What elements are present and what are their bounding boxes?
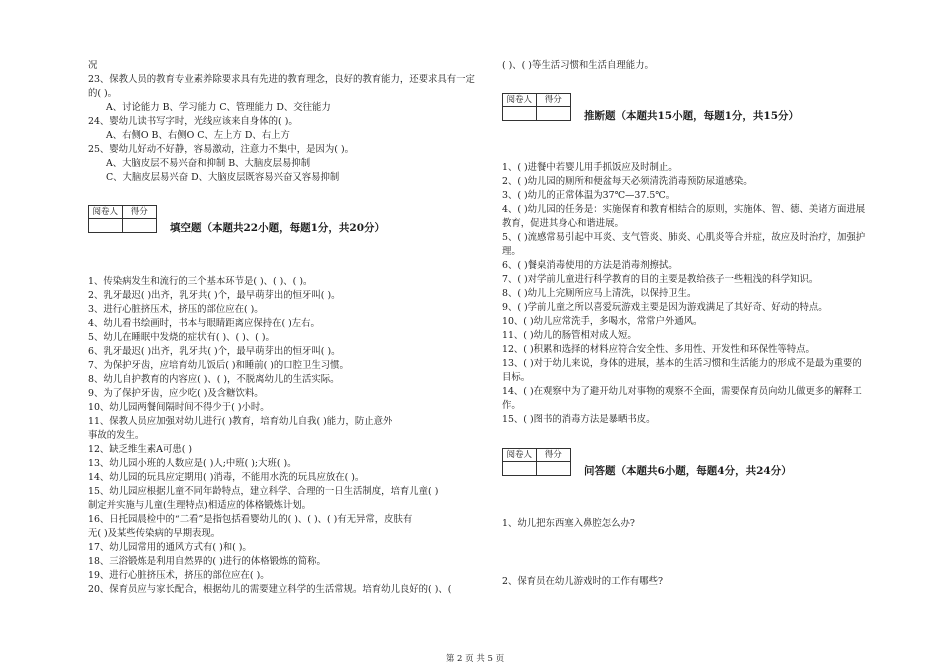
judge-line: 8、( )幼儿上完厕所应马上清洗，以保持卫生。 bbox=[502, 288, 697, 299]
score-box-fill bbox=[88, 205, 157, 233]
qa-section-title: 问答题（本题共6小题，每题4分，共24分） bbox=[584, 465, 792, 477]
score-cell bbox=[537, 107, 571, 120]
reviewer-label: 阅卷人 bbox=[503, 94, 537, 107]
judge-line: 6、( )餐桌消毒使用的方法是消毒剂擦拭。 bbox=[502, 260, 678, 271]
text-line: 况 bbox=[88, 60, 98, 71]
reviewer-cell bbox=[503, 462, 537, 475]
fill-line: 2、乳牙最迟( )出齐，乳牙共( )个，最早萌芽出的恒牙叫( )。 bbox=[88, 290, 341, 301]
fill-line: 事故的发生。 bbox=[88, 430, 145, 441]
fill-line: 7、为保护牙齿，应培育幼儿饭后( )和睡前( )的口腔卫生习惯。 bbox=[88, 360, 349, 371]
judge-line: 1、( )进餐中若婴儿用手抓饭应及时制止。 bbox=[502, 162, 678, 173]
score-cell bbox=[123, 219, 157, 232]
judge-line: 3、( )幼儿的正常体温为37℃—37.5℃。 bbox=[502, 190, 676, 201]
fill-line: 3、进行心脏挤压术，挤压的部位应在( )。 bbox=[88, 304, 264, 315]
fill-line: 17、幼儿园常用的通风方式有( )和( )。 bbox=[88, 542, 252, 553]
judge-line: 12、( )积累和选择的材料应符合安全性、多用性、开发性和环保性等特点。 bbox=[502, 344, 815, 355]
judge-section-title: 推断题（本题共15小题，每题1分，共15分） bbox=[584, 110, 800, 122]
reviewer-label: 阅卷人 bbox=[89, 206, 123, 219]
judge-line: 13、( )对于幼儿来说，身体的进展，基本的生活习惯和生活能力的形成不是最为重要的 bbox=[502, 358, 862, 369]
judge-line: 14、( )在观察中为了避开幼儿对事物的观察不全面，需要保育员向幼儿做更多的解释工 bbox=[502, 386, 862, 397]
reviewer-label: 阅卷人 bbox=[503, 449, 537, 462]
score-box-qa bbox=[502, 448, 571, 476]
options-24: A、右侧O B、右侧O C、左上方 D、右上方 bbox=[106, 130, 290, 141]
fill-line: 制定并实施与儿童(生理特点)相适应的体格锻炼计划。 bbox=[88, 500, 311, 511]
fill-line: 14、幼儿园的玩具应定期用( )消毒，不能用水洗的玩具应放在( )。 bbox=[88, 472, 365, 483]
reviewer-cell bbox=[503, 107, 537, 120]
options-23: A、讨论能力 B、学习能力 C、管理能力 D、交往能力 bbox=[106, 102, 331, 113]
score-cell bbox=[537, 462, 571, 475]
fill-line: 19、进行心脏挤压术，挤压的部位应在( )。 bbox=[88, 570, 270, 581]
judge-line: 11、( )幼儿的肠管相对成人短。 bbox=[502, 330, 637, 341]
fill-line: 15、幼儿园应根据儿童不同年龄特点，建立科学、合理的一日生活制度，培育儿童( ) bbox=[88, 486, 439, 497]
fill-line: 9、为了保护牙齿，应少吃( )及含糖饮料。 bbox=[88, 388, 264, 399]
page-footer: 第 2 页 共 5 页 bbox=[445, 654, 505, 664]
options-25-cd: C、大脑皮层易兴奋 D、大脑皮层既容易兴奋又容易抑制 bbox=[106, 172, 340, 183]
fill-line: 12、缺乏维生素A可患( ) bbox=[88, 444, 192, 455]
fill-line: 8、幼儿自护教育的内容应( )、( )，不脱离幼儿的生活实际。 bbox=[88, 374, 340, 385]
judge-line: 10、( )幼儿应常洗手，多喝水，常常户外通风。 bbox=[502, 316, 703, 327]
judge-line: 5、( )流感常易引起中耳炎、支气管炎、肺炎、心肌炎等合并症，故应及时治疗，加强护 bbox=[502, 232, 866, 243]
judge-line: 15、( )图书的消毒方法是暴晒书皮。 bbox=[502, 414, 656, 425]
question-23: 23、保教人员的教育专业素养除要求具有先进的教育理念，良好的教育能力，还要求具有一定 bbox=[88, 74, 475, 85]
fill-line: 5、幼儿在睡眠中发烧的症状有( )、( )、( )。 bbox=[88, 332, 275, 343]
fill-line: 4、幼儿看书绘画时，书本与眼睛距离应保持在( )左右。 bbox=[88, 318, 320, 329]
fill-line: 1、传染病发生和流行的三个基本环节是( )、( )、( )。 bbox=[88, 276, 313, 287]
judge-line: 2、( )幼儿园的厕所和便盆每天必须清洗消毒预防尿道感染。 bbox=[502, 176, 753, 187]
judge-line: 7、( )对学前儿童进行科学教育的目的主要是教给孩子一些粗浅的科学知识。 bbox=[502, 274, 819, 285]
options-25-ab: A、大脑皮层不易兴奋和抑制 B、大脑皮层易抑制 bbox=[106, 158, 311, 169]
text-line: ( )、( )等生活习惯和生活自理能力。 bbox=[502, 60, 654, 71]
fill-line: 11、保教人员应加强对幼儿进行( )教育，培育幼儿自我( )能力，防止意外 bbox=[88, 416, 393, 427]
judge-line: 9、( )学前儿童之所以喜爱玩游戏主要是因为游戏满足了其好奇、好动的特点。 bbox=[502, 302, 828, 313]
fill-line: 16、日托园晨检中的“二看”是指包括看婴幼儿的( )、( )、( )有无异常，皮肤有 bbox=[88, 514, 413, 525]
fill-line: 10、幼儿园两餐间隔时间不得少于( )小时。 bbox=[88, 402, 270, 413]
fill-line: 18、三浴锻炼是利用自然界的( )进行的体格锻炼的简称。 bbox=[88, 556, 326, 567]
score-label: 得分 bbox=[537, 449, 571, 462]
qa-question-1: 1、幼儿把东西塞入鼻腔怎么办? bbox=[502, 518, 635, 529]
fill-section-title: 填空题（本题共22小题，每题1分，共20分） bbox=[170, 222, 386, 234]
score-box-judge bbox=[502, 93, 571, 121]
judge-line: 4、( )幼儿园的任务是：实施保育和教育相结合的原则，实施体、智、德、美诸方面进展 bbox=[502, 204, 866, 215]
fill-line: 13、幼儿园小班的人数应是( )人;中班( );大班( )。 bbox=[88, 458, 297, 469]
score-label: 得分 bbox=[537, 94, 571, 107]
judge-line: 目标。 bbox=[502, 372, 531, 383]
judge-line: 教育，促进其身心和谐进展。 bbox=[502, 218, 624, 229]
fill-line: 20、保育员应与家长配合，根据幼儿的需要建立科学的生活常规。培育幼儿良好的( )、( bbox=[88, 584, 452, 595]
score-label: 得分 bbox=[123, 206, 157, 219]
judge-line: 理。 bbox=[502, 246, 521, 257]
question-25: 25、婴幼儿好动不好静，容易激动，注意力不集中，是因为( )。 bbox=[88, 144, 354, 155]
reviewer-cell bbox=[89, 219, 123, 232]
qa-question-2: 2、保育员在幼儿游戏时的工作有哪些? bbox=[502, 576, 663, 587]
question-24: 24、婴幼儿读书写字时，光线应该来自身体的( )。 bbox=[88, 116, 298, 127]
fill-line: 6、乳牙最迟( )出齐，乳牙共( )个，最早萌芽出的恒牙叫( )。 bbox=[88, 346, 341, 357]
fill-line: 无( )及某些传染病的早期表现。 bbox=[88, 528, 221, 539]
text-line: 的( )。 bbox=[88, 88, 118, 99]
judge-line: 作。 bbox=[502, 400, 521, 411]
